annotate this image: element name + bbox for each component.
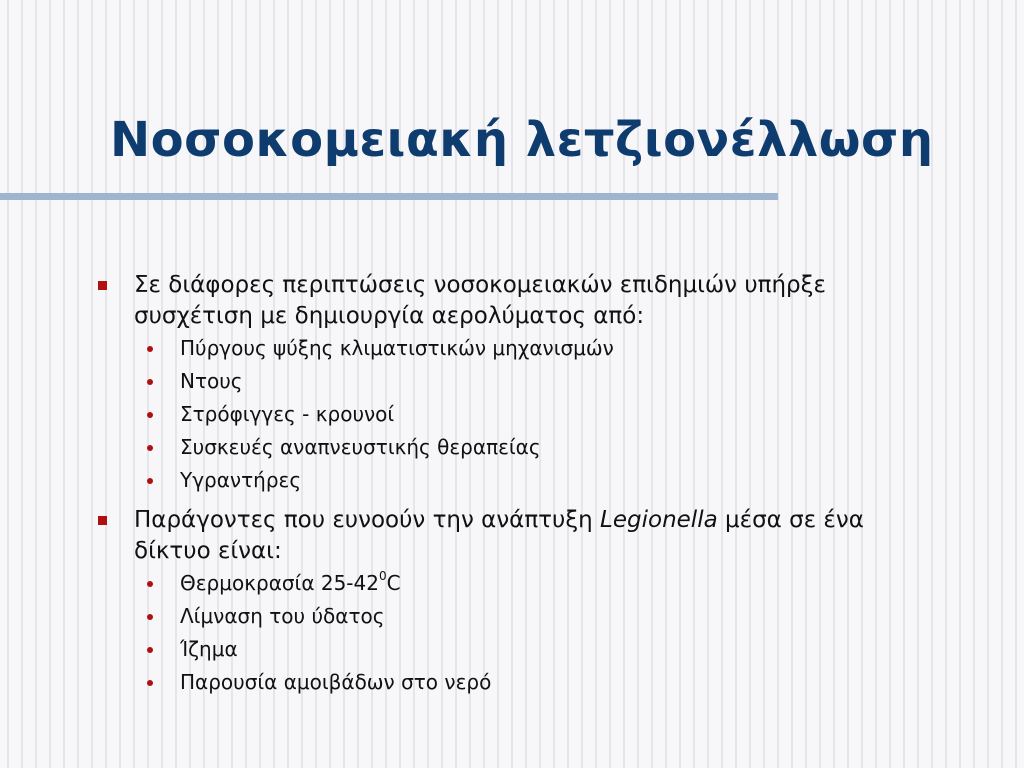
sub-bullet-text: Λίμναση του ύδατος — [180, 604, 385, 628]
slide-content — [96, 270, 916, 699]
sub-bullet-temperature — [96, 567, 916, 600]
dot-bullet-icon — [147, 412, 153, 418]
dot-bullet-icon — [147, 581, 153, 587]
dot-bullet-icon — [147, 346, 153, 352]
sub-bullet — [96, 600, 916, 633]
sub-bullet — [96, 431, 916, 464]
bullet-1-text: Σε διάφορες περιπτώσεις νοσοκομειακών επιδημιών υπήρξε συσχέτιση με δημιουργία αερολύματος από: — [134, 272, 826, 329]
sub-bullet — [96, 464, 916, 497]
title-divider — [0, 193, 778, 200]
dot-bullet-icon — [147, 478, 153, 484]
sub-bullet-text: Πύργους ψύξης κλιματιστικών μηχανισμών — [180, 336, 614, 360]
slide-title: Νοσοκομειακή λετζιονέλλωση — [110, 112, 934, 168]
dot-bullet-icon — [147, 379, 153, 385]
sub-bullet — [96, 365, 916, 398]
bullet-2 — [96, 505, 916, 567]
bullet-2-text-after: μέσα σε ένα δίκτυο είναι: — [134, 507, 864, 564]
square-bullet-icon — [98, 281, 107, 290]
sub-bullet-text: Ίζημα — [180, 637, 238, 661]
bullet-2-text-before: Παράγοντες που ευνοούν την ανάπτυξη — [134, 507, 601, 533]
dot-bullet-icon — [147, 647, 153, 653]
square-bullet-icon — [98, 516, 107, 525]
sub-bullet-text: Στρόφιγγες - κρουνοί — [180, 402, 395, 426]
sub-bullet — [96, 666, 916, 699]
temperature-suffix: C — [386, 571, 401, 595]
sub-bullet — [96, 398, 916, 431]
temperature-superscript: 0 — [378, 569, 387, 584]
bullet-2-italic: Legionella — [600, 507, 718, 533]
dot-bullet-icon — [147, 614, 153, 620]
temperature-prefix: Θερμοκρασία 25-42 — [180, 571, 379, 595]
sub-bullet-text: Συσκευές αναπνευστικής θεραπείας — [180, 435, 541, 459]
dot-bullet-icon — [147, 680, 153, 686]
sub-bullet-text: Παρουσία αμοιβάδων στο νερό — [180, 670, 492, 694]
sub-bullet-text: Υγραντήρες — [180, 468, 302, 492]
sub-bullet — [96, 332, 916, 365]
dot-bullet-icon — [147, 445, 153, 451]
sub-bullet-text: Ντους — [180, 369, 243, 393]
bullet-1 — [96, 270, 916, 332]
sub-bullet — [96, 633, 916, 666]
